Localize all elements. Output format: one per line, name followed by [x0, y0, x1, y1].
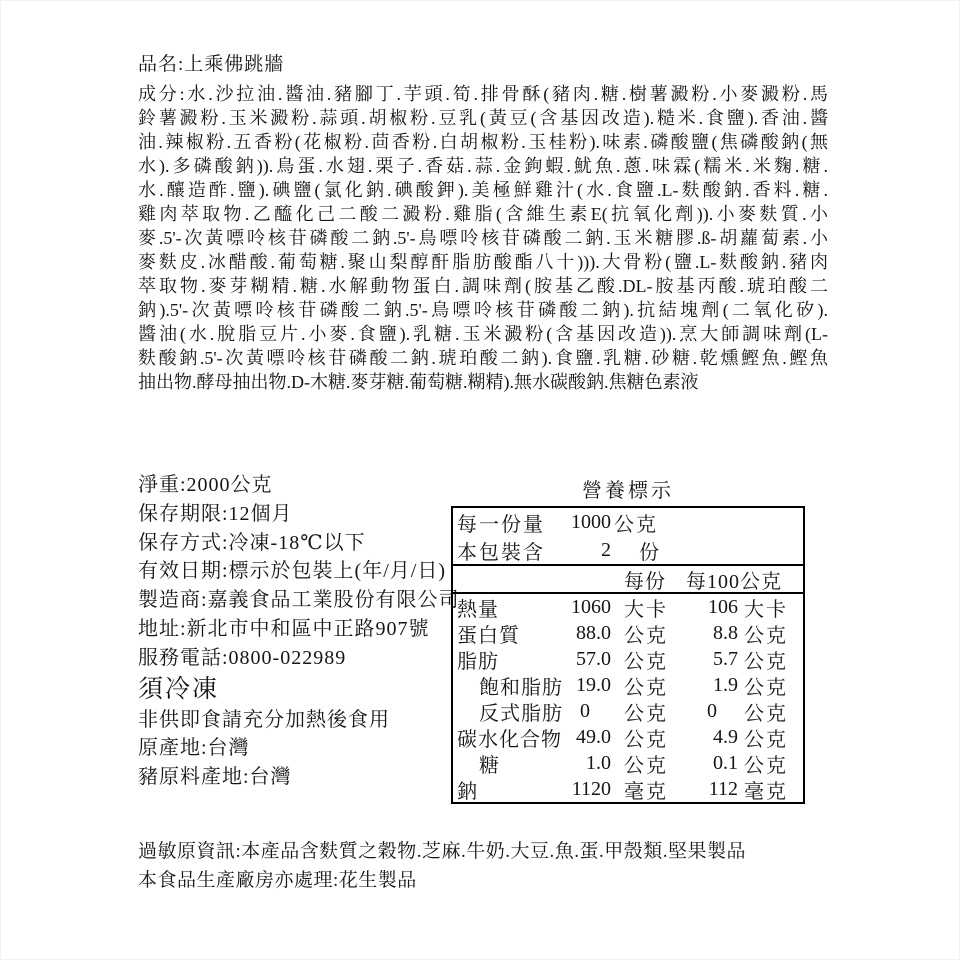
serving-size-value: 1000 — [571, 510, 611, 533]
nutrition-row-sugar — [453, 750, 803, 776]
per-serving-value: 88.0 — [576, 621, 611, 644]
per-100g-unit: 公克 — [744, 676, 788, 699]
servings-per-package-unit: 份 — [639, 541, 661, 564]
per-100g-unit: 公克 — [744, 650, 788, 673]
nutrition-row-sodium — [453, 776, 803, 802]
pork-origin: 豬原料產地:台灣 — [138, 766, 292, 789]
heating-notice: 非供即食請充分加熱後食用 — [138, 708, 390, 731]
per-100g-unit: 公克 — [744, 702, 788, 725]
per-serving-value: 0 — [580, 699, 590, 722]
nutrition-row-saturated-fat — [453, 672, 803, 698]
allergen-section — [138, 837, 838, 895]
ingredient-line: 麥.5'-次黃嘌呤核苷磷酸二鈉.5'-鳥嘌呤核苷磷酸二鈉.玉米糖膠.ß-胡蘿蔔素.小 — [138, 228, 828, 248]
product-info-column — [138, 471, 478, 792]
column-header-row — [453, 566, 803, 592]
per-serving-value: 57.0 — [576, 647, 611, 670]
expiry-date: 有效日期:標示於包裝上(年/月/日) — [138, 560, 446, 583]
address: 地址:新北市中和區中正路907號 — [138, 617, 430, 640]
per-serving-header: 每份 — [624, 570, 666, 593]
nutrient-name: 鈉 — [457, 780, 478, 803]
serving-size-row — [453, 508, 803, 536]
per-100g-value: 8.8 — [713, 621, 738, 644]
nutrient-name: 蛋白質 — [457, 624, 520, 647]
nutrient-name: 碳水化合物 — [457, 728, 562, 751]
ingredient-line: 抽出物.酵母抽出物.D-木糖.麥芽糖.葡萄糖.糊精).無水碳酸鈉.焦糖色素液 — [138, 372, 699, 392]
per-serving-unit: 公克 — [624, 676, 668, 699]
per-100g-header: 每100公克 — [686, 570, 782, 593]
nutrition-title: 營養標示 — [582, 480, 674, 502]
nutrient-name: 脂肪 — [457, 650, 499, 673]
origin: 原產地:台灣 — [138, 737, 250, 760]
facility-info: 本食品生產廠房亦處理:花生製品 — [138, 870, 417, 891]
per-serving-value: 1120 — [571, 777, 611, 800]
ingredient-line: 醬油(水.脫脂豆片.小麥.食鹽).乳糖.玉米澱粉(含基因改造)).烹大師調味劑(L- — [138, 324, 828, 344]
ingredient-line: 萃取物.麥芽糊精.糖.水解動物蛋白.調味劑(胺基乙酸.DL-胺基丙酸.琥珀酸二 — [138, 276, 828, 296]
ingredient-line: 鈴薯澱粉.玉米澱粉.蒜頭.胡椒粉.豆乳(黃豆(含基因改造).糙米.食鹽).香油.醬 — [138, 108, 828, 128]
keep-frozen-notice: 須冷凍 — [138, 675, 220, 703]
servings-per-package-value: 2 — [601, 538, 611, 561]
per-serving-unit: 公克 — [624, 702, 668, 725]
product-name: 品名:上乘佛跳牆 — [138, 54, 285, 75]
per-100g-value: 0.1 — [713, 751, 738, 774]
per-serving-value: 1.0 — [586, 751, 611, 774]
nutrient-name: 飽和脂肪 — [479, 676, 563, 699]
shelf-life: 保存期限:12個月 — [138, 502, 293, 525]
serving-size-unit: 公克 — [614, 513, 658, 536]
ingredient-line: 水.釀造酢.鹽).碘鹽(氯化鈉.碘酸鉀).美極鮮雞汁(水.食鹽.L-麩酸鈉.香料.糖. — [138, 180, 828, 200]
serving-size-label: 每一份量 — [457, 513, 545, 536]
per-100g-unit: 公克 — [744, 728, 788, 751]
nutrition-table — [451, 506, 805, 804]
per-serving-unit: 毫克 — [624, 780, 668, 803]
per-serving-value: 19.0 — [576, 673, 611, 696]
servings-per-package-row — [453, 536, 803, 564]
nutrition-row-trans-fat — [453, 698, 803, 724]
manufacturer: 製造商:嘉義食品工業股份有限公司 — [138, 589, 460, 612]
nutrition-row-carbohydrate — [453, 724, 803, 750]
per-serving-value: 49.0 — [576, 725, 611, 748]
ingredient-line: 成分:水.沙拉油.醬油.豬腳丁.芋頭.筍.排骨酥(豬肉.糖.樹薯澱粉.小麥澱粉.馬 — [138, 84, 828, 104]
per-100g-value: 0 — [707, 699, 717, 722]
per-100g-value: 5.7 — [713, 647, 738, 670]
per-serving-unit: 公克 — [624, 624, 668, 647]
nutrient-name: 熱量 — [457, 598, 499, 621]
per-serving-unit: 公克 — [624, 754, 668, 777]
net-weight: 淨重:2000公克 — [138, 474, 273, 496]
per-100g-value: 1.9 — [713, 673, 738, 696]
per-100g-unit: 毫克 — [744, 780, 788, 803]
ingredient-line: 水).多磷酸鈉)).鳥蛋.水翅.栗子.香菇.蒜.金鉤蝦.魷魚.蔥.味霖(糯米.米麴.糖. — [138, 156, 828, 176]
per-100g-value: 4.9 — [713, 725, 738, 748]
servings-per-package-label: 本包裝含 — [457, 541, 545, 564]
ingredient-line: 油.辣椒粉.五香粉(花椒粉.茴香粉.白胡椒粉.玉桂粉).味素.磷酸鹽(焦磷酸鈉(無 — [138, 132, 828, 152]
nutrient-name: 糖 — [479, 754, 500, 777]
ingredient-line: 鈉).5'-次黃嘌呤核苷磷酸二鈉.5'-鳥嘌呤核苷磷酸二鈉).抗結塊劑(二氧化矽). — [138, 300, 828, 320]
nutrient-name: 反式脂肪 — [479, 702, 563, 725]
per-serving-unit: 公克 — [624, 728, 668, 751]
per-100g-value: 112 — [708, 777, 738, 800]
ingredient-line: 麥麩皮.冰醋酸.葡萄糖.聚山梨醇酐脂肪酸酯八十))).大骨粉(鹽.L-麩酸鈉.豬肉 — [138, 252, 828, 272]
per-100g-unit: 公克 — [744, 624, 788, 647]
per-serving-unit: 公克 — [624, 650, 668, 673]
allergen-info: 過敏原資訊:本產品含麩質之穀物.芝麻.牛奶.大豆.魚.蛋.甲殼類.堅果製品 — [138, 841, 747, 862]
per-100g-unit: 公克 — [744, 754, 788, 777]
nutrition-row-protein — [453, 620, 803, 646]
per-serving-unit: 大卡 — [624, 598, 668, 621]
per-100g-unit: 大卡 — [744, 598, 788, 621]
nutrition-facts — [451, 478, 805, 804]
nutrition-row-fat — [453, 646, 803, 672]
storage-method: 保存方式:冷凍-18℃以下 — [138, 531, 366, 554]
ingredient-line: 雞肉萃取物.乙醯化己二酸二澱粉.雞脂(含維生素E(抗氧化劑)).小麥麩質.小 — [138, 204, 828, 224]
per-100g-value: 106 — [708, 595, 738, 618]
per-serving-value: 1060 — [571, 595, 611, 618]
ingredients-paragraph — [138, 82, 828, 394]
ingredient-line: 麩酸鈉.5'-次黃嘌呤核苷磷酸二鈉.琥珀酸二鈉).食鹽.乳糖.砂糖.乾燻鰹魚.鰹魚 — [138, 348, 828, 368]
service-phone: 服務電話:0800-022989 — [138, 646, 347, 669]
nutrition-row-calories — [453, 594, 803, 620]
